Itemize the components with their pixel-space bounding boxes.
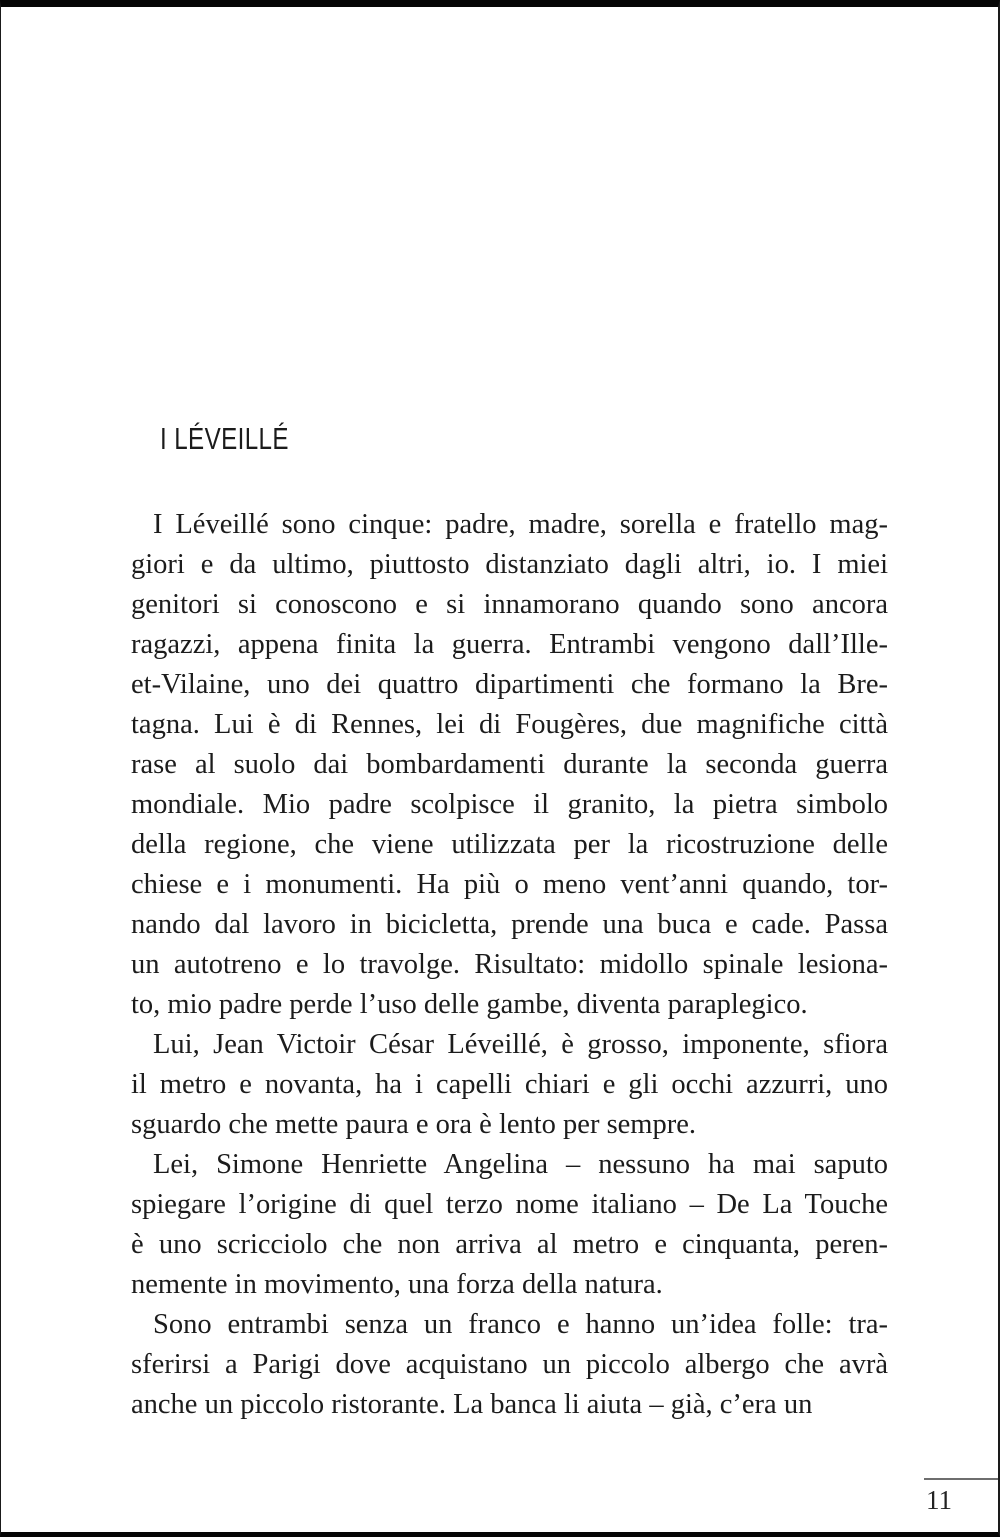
text-line: giori e da ultimo, piuttosto distanziato dagli altri, io. I miei xyxy=(131,549,888,580)
text-line: chiese e i monumenti. Ha più o meno vent’anni quando, tor- xyxy=(131,869,888,900)
text-line: mondiale. Mio padre scolpisce il granito, la pietra simbolo xyxy=(131,789,888,820)
footer-rule xyxy=(924,1478,998,1480)
text-line: rase al suolo dai bombardamenti durante la seconda guerra xyxy=(131,749,888,780)
text-line: Lei, Simone Henriette Angelina – nessuno ha mai saputo xyxy=(153,1149,888,1180)
text-line: Lui, Jean Victoir César Léveillé, è grosso, imponente, sfiora xyxy=(153,1029,888,1060)
text-line: è uno scricciolo che non arriva al metro e cinquanta, peren- xyxy=(131,1229,888,1260)
chapter-heading xyxy=(160,421,325,457)
text-line: un autotreno e lo travolge. Risultato: midollo spinale lesiona- xyxy=(131,949,888,980)
text-line: sguardo che mette paura e ora è lento per sempre. xyxy=(131,1109,696,1140)
text-line: Sono entrambi senza un franco e hanno un’idea folle: tra- xyxy=(153,1309,888,1340)
paragraph xyxy=(131,1025,888,1145)
paragraph xyxy=(131,505,888,1025)
text-line: anche un piccolo ristorante. La banca li aiuta – già, c’era un xyxy=(131,1389,813,1420)
text-line: et-Vilaine, uno dei quattro dipartimenti che formano la Bre- xyxy=(131,669,888,700)
paragraph xyxy=(131,1305,888,1425)
text-line: ragazzi, appena finita la guerra. Entrambi vengono dall’Ille- xyxy=(131,629,888,660)
text-line: tagna. Lui è di Rennes, lei di Fougères, due magnifiche città xyxy=(131,709,888,740)
text-line: nando dal lavoro in bicicletta, prende una buca e cade. Passa xyxy=(131,909,888,940)
text-line: to, mio padre perde l’uso delle gambe, diventa paraplegico. xyxy=(131,989,808,1020)
text-line: il metro e novanta, ha i capelli chiari e gli occhi azzurri, uno xyxy=(131,1069,888,1100)
page-number: 11 xyxy=(926,1485,952,1515)
paragraph xyxy=(131,1145,888,1305)
text-line: della regione, che viene utilizzata per la ricostruzione delle xyxy=(131,829,888,860)
text-line: I Léveillé sono cinque: padre, madre, sorella e fratello mag- xyxy=(153,509,888,540)
chapter-title: I LÉVEILLÉ xyxy=(160,421,289,456)
text-line: genitori si conoscono e si innamorano quando sono ancora xyxy=(131,589,888,620)
body-text xyxy=(131,505,888,1425)
text-line: sferirsi a Parigi dove acquistano un piccolo albergo che avrà xyxy=(131,1349,888,1380)
text-line: spiegare l’origine di quel terzo nome italiano – De La Touche xyxy=(131,1189,888,1220)
text-line: nemente in movimento, una forza della natura. xyxy=(131,1269,663,1300)
